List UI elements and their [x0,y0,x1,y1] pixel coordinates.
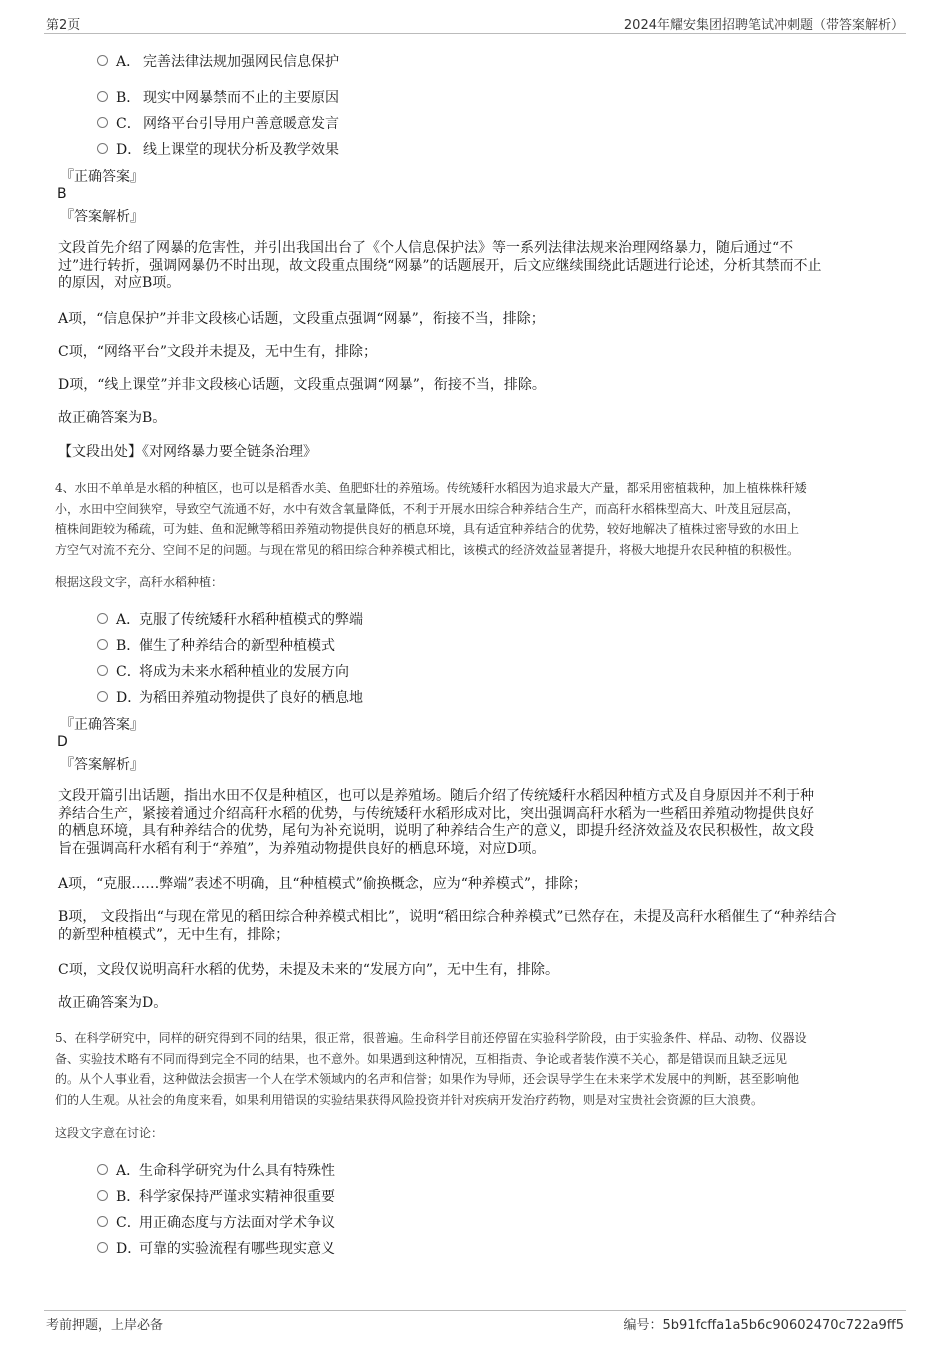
footer-slogan: 考前押题，上岸必备 [46,1318,164,1333]
radio-icon[interactable] [97,613,108,624]
q3-analysis: 文段首先介绍了网暴的危害性，并引出我国出台了《个人信息保护法》等一系列法律法规来治理网络暴力，随后通过“不 过”进行转折，强调网暴仍不时出现，故文段重点围绕“网暴”的话题展开，后文应继续围绕此话题进行论述，分析其禁而不止 的原因，对应B项。 [58,240,822,291]
q4-analysis: 文段开篇引出话题，指出水田不仅是种植区，也可以是养殖场。随后介绍了传统矮秆水稻因种植方式及自身原因并不利于种 养结合生产，紧接着通过介绍高秆水稻的优势，与传统矮秆水稻形成对比，突出强调高秆水稻为一些稻田养殖动物提供良好 的栖息环境，具有种养结合的优势，尾句为补充说明，说明了种养结合生产的意义，即提升经济效益及农民积极性，故文段 旨在强调高秆水稻有利于“养殖”，为养殖动物提供良好的栖息环境，对应D项。 [58,788,814,857]
q5-prompt: 这段文字意在讨论： [55,1126,164,1140]
q3-source: 【文段出处】《对网络暴力要全链条治理》 [58,444,317,460]
radio-icon[interactable] [97,665,108,676]
document-title: 2024年耀安集团招聘笔试冲刺题（带答案解析） [623,18,904,33]
q3-note-c: C项，“网络平台”文段并未提及，无中生有，排除； [58,344,378,360]
q4-conclusion: 故正确答案为D。 [58,995,168,1011]
q3-note-d: D项，“线上课堂”并非文段核心话题，文段重点强调“网暴”，衔接不当，排除。 [58,377,546,393]
radio-icon[interactable] [97,91,108,102]
q3-analysis-label: 『答案解析』 [60,209,144,225]
radio-icon[interactable] [97,1216,108,1227]
q4-analysis-label: 『答案解析』 [60,757,144,773]
q3-note-a: A项，“信息保护”并非文段核心话题，文段重点强调“网暴”，衔接不当，排除； [58,311,545,327]
radio-icon[interactable] [97,143,108,154]
q5-passage: 5、在科学研究中，同样的研究得到不同的结果，很正常，很普遍。生命科学目前还停留在实验科学阶段，由于实验条件、样品、动物、仪器设 备、实验技术略有不同而得到完全不同的结果，也不意外。如果遇到这种情况，互相指责、争论或者装作漠不关心，都是错误而且缺乏远见 的。从个人事业看，这种做法会损害一个人在学术领域内的名声和信誉；如果作为导师，还会误导学生在未来学术发展中的判断，甚至影响他 们的人生观。从社会的角度来看，如果利用错误的实验结果获得风险投资并针对疾病开发治疗药物，则是对宝贵社会资源的巨大浪费。 [55,1031,807,1107]
q4-answer: D [57,734,68,750]
q4-note-c: C项，文段仅说明高秆水稻的优势，未提及未来的“发展方向”，无中生有，排除。 [58,962,560,978]
q4-passage: 4、水田不单单是水稻的种植区，也可以是稻香水美、鱼肥虾壮的养殖场。传统矮秆水稻因为追求最大产量，都采用密植栽种，加上植株株秆矮 小，水田中空间狭窄，导致空气流通不好，水中有效含氧量降低，不利于开展水田综合种养结合生产，而高秆水稻株型高大、叶茂且冠层高， 植株间距较为稀疏，可为蛙、鱼和泥鳅等稻田养殖动物提供良好的栖息环境，具有适宜种养结合的优势，较好地解决了植株过密导致的水田上 方空气对流不充分、空间不足的问题。与现在常见的稻田综合种养模式相比，该模式的经济效益显著提升，将极大地提升农民种植的积极性。 [55,481,807,557]
footer-divider [44,1310,906,1311]
radio-icon[interactable] [97,1190,108,1201]
q3-answer: B [57,186,67,202]
q4-note-a: A项，“克服……弊端”表述不明确，且“种植模式”偷换概念，应为“种养模式”，排除； [58,876,588,892]
radio-icon[interactable] [97,639,108,650]
footer-code: 编号：5b91fcffa1a5b6c90602470c722a9ff5 [623,1318,904,1333]
q4-prompt: 根据这段文字，高秆水稻种植： [55,575,224,589]
radio-icon[interactable] [97,55,108,66]
q4-note-b: B项， 文段指出“与现在常见的稻田综合种养模式相比”，说明“稻田综合种养模式”已然存在，未提及高秆水稻催生了“种养结合 的新型种植模式”，无中生有，排除； [58,909,837,943]
radio-icon[interactable] [97,691,108,702]
q4-answer-label: 『正确答案』 [60,717,144,733]
q3-conclusion: 故正确答案为B。 [58,410,167,426]
q3-answer-label: 『正确答案』 [60,169,144,185]
radio-icon[interactable] [97,117,108,128]
page-number: 第2页 [46,18,81,33]
header-divider [44,33,906,34]
radio-icon[interactable] [97,1242,108,1253]
radio-icon[interactable] [97,1164,108,1175]
